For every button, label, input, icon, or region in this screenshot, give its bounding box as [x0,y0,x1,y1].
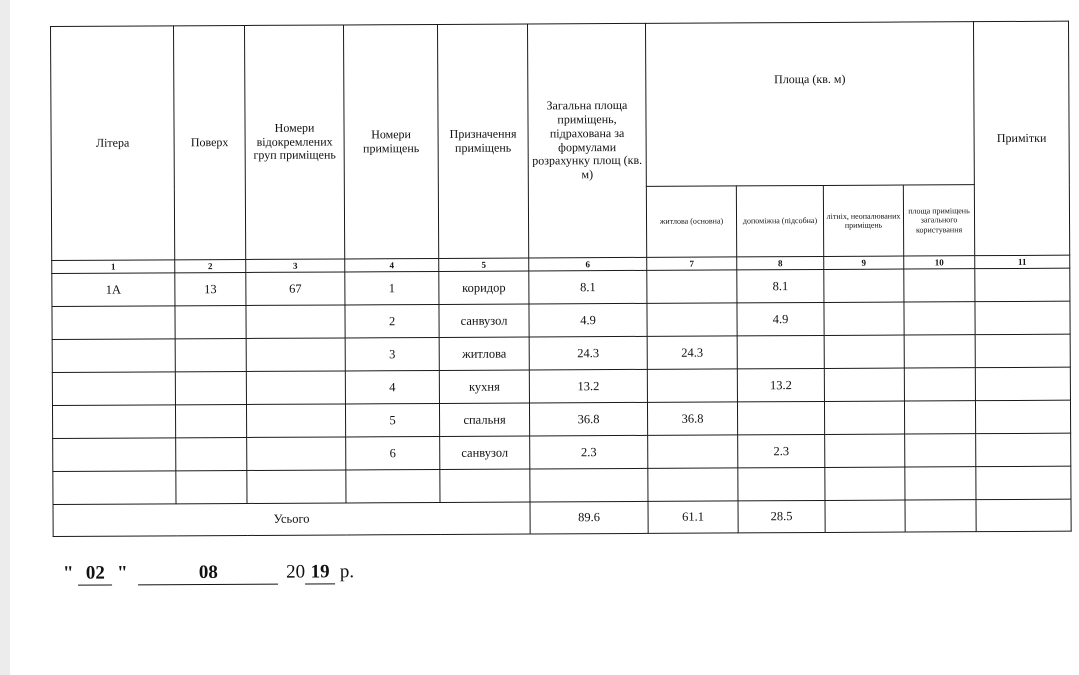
cell-aux: 2.3 [738,434,825,467]
cell-total: 13.2 [529,369,647,403]
cell-summer [825,467,905,500]
cell-group [246,305,345,339]
cell-total: 2.3 [530,435,648,469]
cell-living [647,303,737,336]
cell-purpose: спальня [439,403,529,436]
cell-room [346,469,440,502]
cell-common [904,269,975,302]
cell-purpose: кухня [439,370,529,403]
cell-floor [176,437,247,470]
table-row [52,301,1070,339]
cell-group [246,371,345,405]
cell-living: 24.3 [647,336,737,369]
date-month: 08 [138,562,278,586]
cell-total: 4.9 [529,303,647,337]
cell-living [647,270,737,303]
explication-table-wrap [50,21,1071,537]
cell-purpose: санвузол [440,436,530,469]
cell-notes [976,433,1071,466]
cell-aux: 13.2 [737,368,824,401]
cell-notes [975,367,1070,400]
total-summer [825,500,905,532]
cell-room: 3 [345,337,439,370]
cell-summer [824,401,904,434]
quote-close: " [117,562,128,584]
cell-floor [175,371,246,404]
cell-living [648,435,738,468]
cell-common [904,401,975,434]
total-label: Усього [53,502,530,536]
table-row [52,367,1070,405]
cell-room: 1 [345,271,439,304]
date-year-suffix: 19 [305,561,335,584]
column-number: 10 [904,256,975,269]
cell-floor [175,338,246,371]
table-row [52,268,1070,306]
header-floor: Поверх [174,25,246,259]
cell-floor: 13 [175,272,246,305]
date-suffix: р. [339,561,355,583]
total-row [53,499,1071,536]
header-auxiliary: допоміжна (підсобна) [736,185,823,256]
date-day: 02 [78,563,112,586]
column-number: 6 [529,257,647,271]
cell-litera [53,438,176,472]
column-number: 5 [439,258,529,271]
header-purpose: Призначення приміщень [437,24,528,258]
cell-room: 2 [345,304,439,337]
cell-summer [824,368,904,401]
cell-total: 24.3 [529,336,647,370]
column-number: 7 [647,257,737,270]
cell-aux [737,401,824,434]
cell-group [246,404,345,438]
cell-floor [175,305,246,338]
table-row [52,400,1070,438]
cell-notes [975,301,1070,334]
cell-purpose: коридор [439,271,529,304]
header-total-area: Загальна площа приміщень, підрахована за формулами розрахунку площ (кв. м) [527,23,646,258]
table-row [52,334,1070,372]
header-notes: Примітки [973,21,1069,255]
document-page [10,0,1079,675]
cell-group: 67 [246,272,345,306]
cell-litera [52,306,175,340]
cell-litera [53,471,176,505]
date-year-prefix: 20 [286,561,306,583]
total-area: 89.6 [530,501,648,534]
cell-common [905,434,976,467]
total-notes [976,499,1071,531]
cell-living [647,369,737,402]
column-number: 8 [737,256,824,269]
cell-room: 4 [345,370,439,403]
cell-floor [175,404,246,437]
cell-common [904,368,975,401]
header-living: житлова (основна) [646,186,736,257]
column-number: 11 [975,255,1070,268]
cell-group [246,338,345,372]
cell-notes [976,466,1071,499]
cell-litera [52,372,175,406]
header-litera: Літера [51,26,175,261]
header-common-use: площа приміщень загального користування [903,185,974,256]
table-row [53,433,1071,471]
cell-common [904,302,975,335]
cell-aux: 8.1 [737,269,824,302]
cell-room: 6 [346,436,440,469]
date-line [63,561,354,586]
cell-litera [52,339,175,373]
cell-aux [738,467,825,500]
cell-litera: 1А [52,273,175,307]
cell-litera [52,405,175,439]
cell-summer [825,434,905,467]
header-row [51,21,1070,189]
cell-group [247,437,346,471]
cell-living: 36.8 [647,402,737,435]
cell-aux [737,335,824,368]
header-room-numbers: Номери приміщень [343,24,438,258]
cell-room: 5 [345,403,439,436]
cell-purpose [440,469,530,502]
total-aux: 28.5 [738,500,825,532]
cell-summer [824,302,904,335]
cell-total [530,468,648,502]
column-number: 1 [52,260,175,274]
header-area-group: Площа (кв. м) [645,22,974,187]
column-number: 9 [824,256,904,269]
column-number: 4 [345,258,439,271]
column-number: 2 [175,259,246,272]
cell-notes [975,400,1070,433]
cell-purpose: санвузол [439,304,529,337]
total-common [905,500,976,532]
cell-floor [176,470,247,503]
cell-notes [975,268,1070,301]
explication-table [50,21,1072,537]
cell-living [648,468,738,501]
column-number: 3 [246,259,345,273]
cell-common [905,467,976,500]
cell-summer [824,269,904,302]
cell-notes [975,334,1070,367]
table-row [53,466,1071,504]
header-summer: літніх, неопалюваних приміщень [823,185,903,256]
total-living: 61.1 [648,501,738,533]
cell-total: 36.8 [529,402,647,436]
header-group-numbers: Номери відокремлених груп приміщень [244,25,344,260]
cell-purpose: житлова [439,337,529,370]
cell-group [247,470,346,504]
cell-summer [824,335,904,368]
cell-aux: 4.9 [737,302,824,335]
cell-common [904,335,975,368]
cell-total: 8.1 [529,270,647,304]
quote-open: " [62,562,74,584]
